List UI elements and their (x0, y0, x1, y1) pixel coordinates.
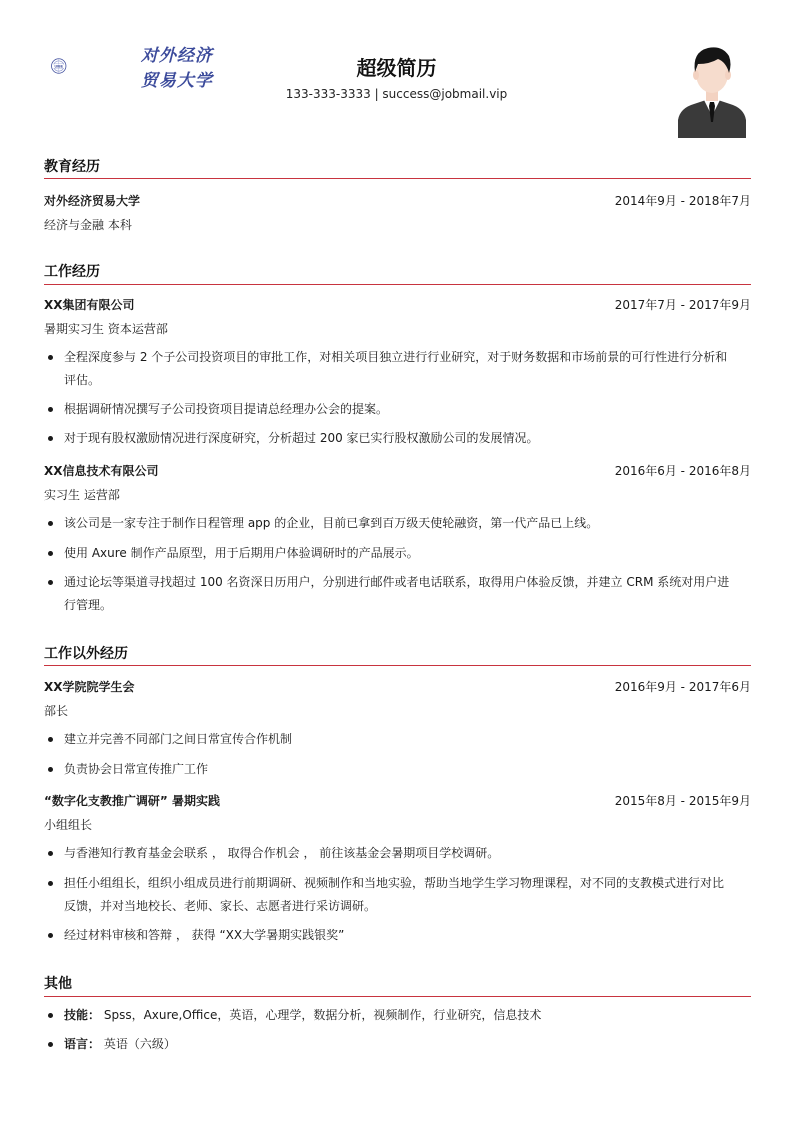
work-date: 2017年7月 - 2017年9月 (614, 298, 751, 312)
education-entry-header (44, 192, 751, 210)
section-title-education: 教育经历 (44, 159, 100, 175)
list-item: 负责协会日常宣传推广工作 (64, 758, 751, 781)
bullet-icon (48, 580, 53, 585)
work-entry-header (44, 462, 751, 480)
bullet-icon (48, 737, 53, 742)
resume-title: 超级简历 (356, 56, 437, 80)
list-item: 该公司是一家专注于制作日程管理 app 的企业，目前已拿到百万级天使轮融资，第一代产品已上线。 (64, 512, 751, 535)
svg-text:UIBE: UIBE (54, 64, 64, 69)
list-item: 与香港知行教育基金会联系 ， 取得合作机会 ， 前往该基金会暑期项目学校调研。 (64, 842, 751, 865)
education-date: 2014年9月 - 2018年7月 (614, 194, 751, 208)
section-divider (44, 665, 751, 666)
list-item: 使用 Axure 制作产品原型，用于后期用户体验调研时的产品展示。 (64, 542, 751, 565)
school-name: 对外经济贸易大学 (44, 194, 141, 208)
activity-name: “数字化支教推广调研” 暑期实践 (44, 794, 220, 808)
activity-name: XX学院院学生会 (44, 680, 135, 694)
activity-entry-header (44, 678, 751, 696)
list-item: 通过论坛等渠道寻找超过 100 名资深日历用户，分别进行邮件或者电话联系，取得用户体验反馈，并建立 CRM 系统对用户进 行管理。 (64, 571, 751, 617)
bullet-icon (48, 1042, 53, 1047)
university-logo-text: 对外经济贸易大学 (140, 46, 213, 91)
bullet-icon (48, 436, 53, 441)
bullet-icon (48, 521, 53, 526)
language-label: 语言： (64, 1037, 101, 1051)
bullet-icon (48, 881, 53, 886)
list-item: 全程深度参与 2 个子公司投资项目的审批工作，对相关项目独立进行行业研究，对于财务数据和市场前景的可行性进行分析和 评估。 (64, 346, 751, 392)
list-item: 对于现有股权激励情况进行深度研究，分析超过 200 家已实行股权激励公司的发展情况。 (64, 427, 751, 450)
skills-value: Spss，Axure,Office，英语，心理学，数据分析，视频制作，行业研究，信息技术 (103, 1008, 542, 1022)
section-divider (44, 284, 751, 285)
section-divider (44, 996, 751, 997)
list-item (64, 1033, 751, 1056)
bullet-icon (48, 767, 53, 772)
section-title-work: 工作经历 (44, 264, 100, 280)
language-value: 英语（六级） (103, 1037, 176, 1051)
section-title-misc: 其他 (44, 976, 72, 992)
activity-date: 2016年9月 - 2017年6月 (614, 680, 751, 694)
list-item: 根据调研情况撰写子公司投资项目提请总经理办公会的提案。 (64, 398, 751, 421)
work-date: 2016年6月 - 2016年8月 (614, 464, 751, 478)
bullet-icon (48, 551, 53, 556)
education-major: 经济与金融 本科 (44, 218, 132, 232)
activity-role: 小组组长 (44, 818, 93, 832)
bullet-icon (48, 355, 53, 360)
work-role: 实习生 运营部 (44, 488, 120, 502)
work-role: 暑期实习生 资本运营部 (44, 322, 168, 336)
company-name: XX集团有限公司 (44, 298, 135, 312)
bullet-icon (48, 933, 53, 938)
bullet-icon (48, 407, 53, 412)
activity-date: 2015年8月 - 2015年9月 (614, 794, 751, 808)
bullet-icon (48, 851, 53, 856)
bullet-icon (48, 1013, 53, 1018)
skills-label: 技能： (64, 1008, 101, 1022)
list-item: 担任小组组长，组织小组成员进行前期调研、视频制作和当地实验，帮助当地学生学习物理课程，对不同的支教模式进行对比 反馈，并对当地校长、老师、家长、志愿者进行采访调研。 (64, 872, 751, 918)
list-item: 经过材料审核和答辩 ， 获得 “XX大学暑期实践银奖” (64, 924, 751, 947)
activity-role: 部长 (44, 704, 69, 718)
section-title-other-experience: 工作以外经历 (44, 646, 128, 662)
section-divider (44, 178, 751, 179)
activity-entry-header (44, 792, 751, 810)
contact-info: 133-333-3333 | success@jobmail.vip (285, 87, 508, 101)
list-item: 建立并完善不同部门之间日常宣传合作机制 (64, 728, 751, 751)
avatar-icon (676, 42, 748, 138)
company-name: XX信息技术有限公司 (44, 464, 159, 478)
list-item (64, 1004, 751, 1027)
work-entry-header (44, 296, 751, 314)
